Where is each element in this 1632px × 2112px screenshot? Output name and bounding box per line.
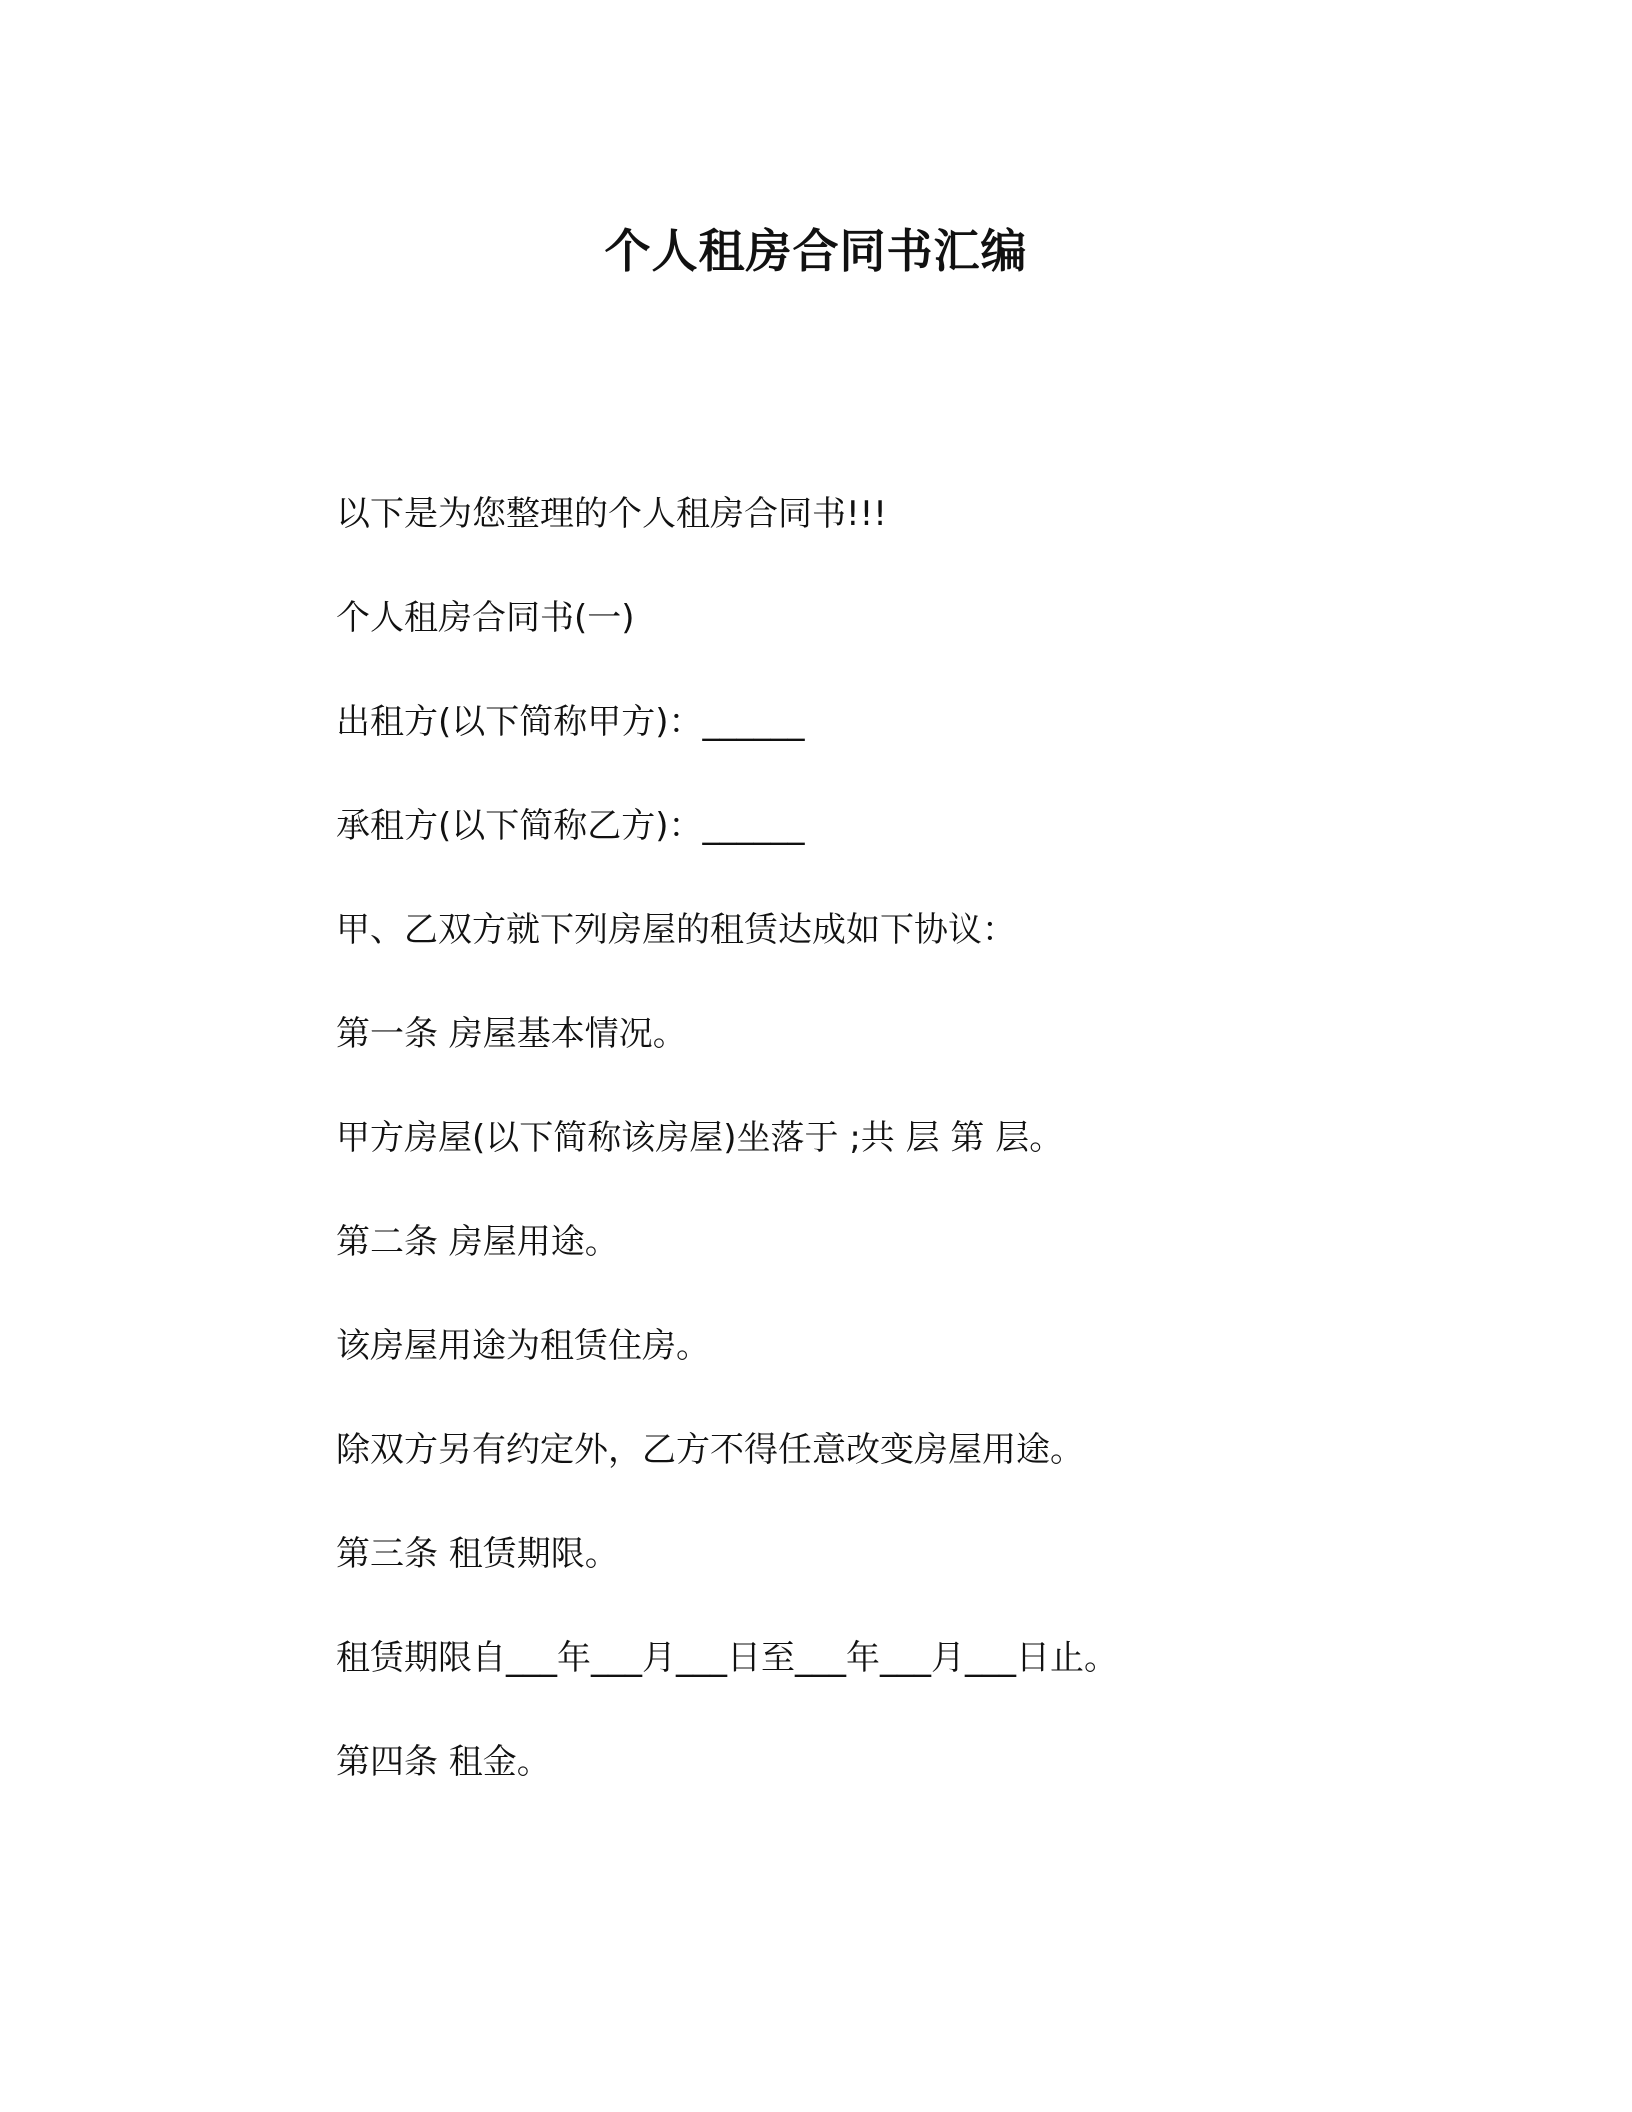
article-2-text-2: 除双方另有约定外，乙方不得任意改变房屋用途。 [336,1430,1084,1470]
document-body [336,492,1336,1844]
contract-heading: 个人租房合同书(一) [336,598,635,638]
article-3-text: 租赁期限自___年___月___日至___年___月___日止。 [336,1638,1118,1678]
document-title: 个人租房合同书汇编 [604,224,1028,278]
lessee-line: 承租方(以下简称乙方)：______ [336,806,805,846]
article-3-heading: 第三条 租赁期限。 [336,1534,619,1574]
article-2-text: 该房屋用途为租赁住房。 [336,1326,710,1366]
article-4-heading: 第四条 租金。 [336,1742,551,1782]
agreement-preamble: 甲、乙双方就下列房屋的租赁达成如下协议： [336,910,1016,950]
article-1-heading: 第一条 房屋基本情况。 [336,1014,687,1054]
intro-paragraph: 以下是为您整理的个人租房合同书!!! [336,494,887,534]
lessor-line: 出租方(以下简称甲方)：______ [336,702,805,742]
article-2-heading: 第二条 房屋用途。 [336,1222,619,1262]
article-1-text: 甲方房屋(以下简称该房屋)坐落于 ;共 层 第 层。 [336,1118,1064,1158]
